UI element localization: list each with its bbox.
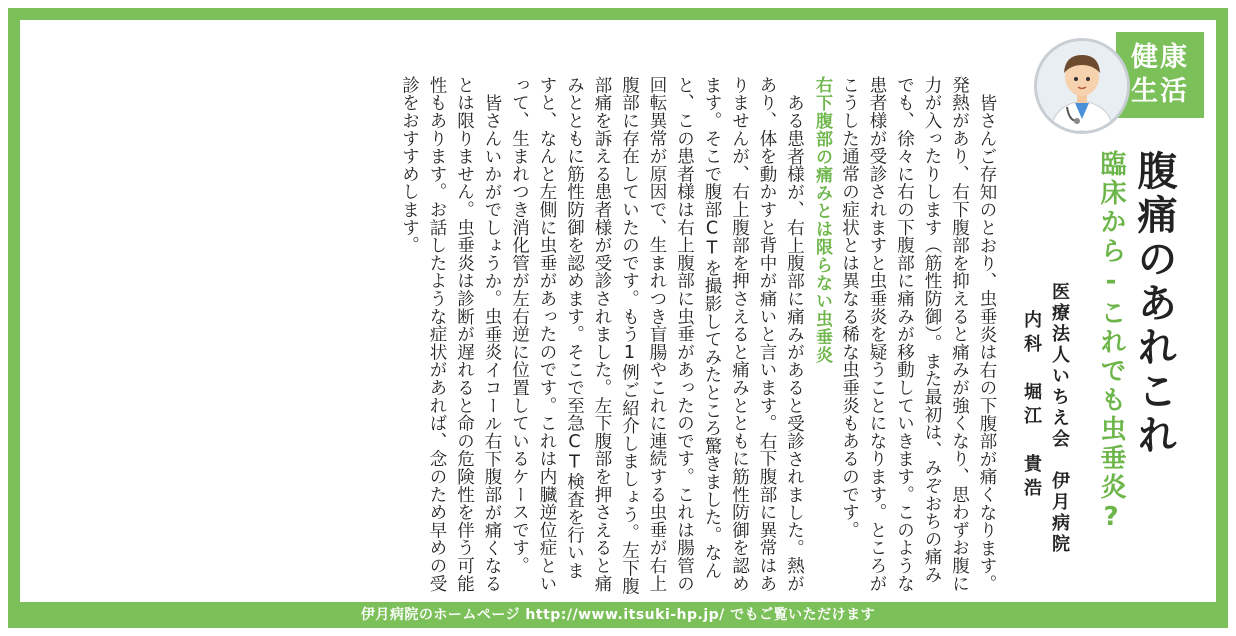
article-subtitle: 臨床から-これでも虫垂炎? [1096, 150, 1126, 535]
doctor-avatar-icon [1034, 38, 1130, 134]
author-name: 内科 堀江 貴浩 [1021, 310, 1042, 502]
paragraph-3: 皆さんいかがでしょうか。虫垂炎イコール右下腹部が痛くなるとは限りません。虫垂炎は診断が遅れると命の危険性を伴う可能性もあります。お話したような症状があれば、念のため早めの受診をおすすめします。 [399, 76, 502, 593]
badge-line-1: 健康 [1131, 42, 1189, 73]
paragraph-2: ある患者様が、右上腹部に痛みがあると受診されました。熱があり、体を動かすと背中が痛いと言います。右下腹部に異常はありませんが、右上腹部を押さえると痛みとともに筋性防御を認めます。そこで腹部CTを撮影してみたところ驚きました。なんと、この患者様は右上腹部に虫垂があったのです。これは腸管の回転異常が原因で、生まれつき盲腸やこれに連続する虫垂が右上腹部に存在していたのです。もう1例ご紹介しましょう。左下腹部痛を訴える患者様が受診されました。左下腹部を押さえると痛みとともに筋性防御を認めます。そこで至急CT検査を行いますと、なんと左側に虫垂があったのです。これは内臓逆位症といって、生まれつき消化管が左右逆に位置しているケースです。 [509, 76, 805, 595]
paragraph-1: 皆さんご存知のとおり、虫垂炎は右の下腹部が痛くなります。発熱があり、右下腹部を抑えると痛みが強くなり、思わずお腹に力が入ったりします（筋性防御）。また最初は、みぞおちの痛みでも、徐々に右の下腹部に痛みが移動していきます。このような患者様が受診されますと虫垂炎を疑うことになります。ところがこうした通常の症状とは異なる稀な虫垂炎もあるのです。 [839, 76, 997, 593]
author-affiliation: 医療法人いちえ会 伊月病院 [1049, 282, 1070, 555]
article-body [40, 76, 1000, 596]
section-heading: 右下腹部の痛みとは限らない虫垂炎 [812, 76, 832, 364]
footer-note: 伊月病院のホームページ http://www.itsuki-hp.jp/ でもご覧いただけます [360, 607, 876, 623]
category-badge [1116, 32, 1204, 118]
article-panel [20, 20, 1216, 602]
article-title: 腹痛のあれこれ [1131, 150, 1177, 458]
badge-line-2: 生活 [1131, 76, 1189, 107]
article-frame [8, 8, 1228, 628]
